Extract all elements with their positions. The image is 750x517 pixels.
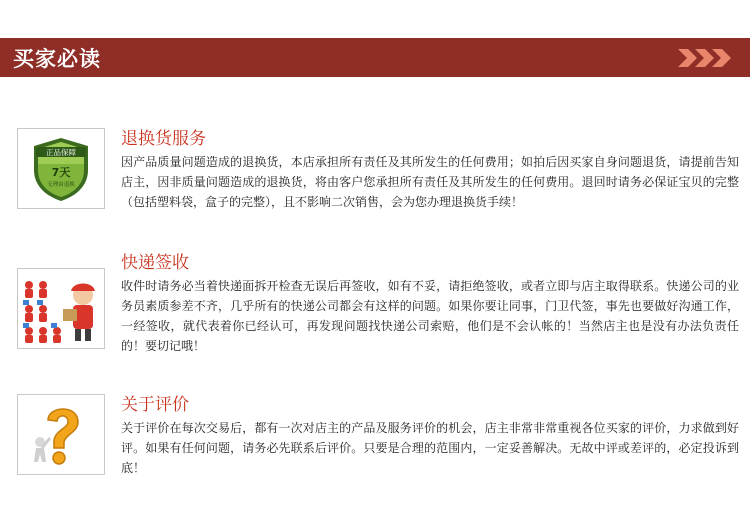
courier-illustration-icon — [17, 268, 105, 349]
chevrons-icon — [678, 38, 732, 77]
section-body: 收件时请务必当着快递面拆开检查无误后再签收，如有不妥，请拒绝签收，或者立即与店主取得联系。快递公司的业务员素质参差不齐，几乎所有的快递公司都会有这样的问题。如果你要让同事，门卫代签，事先也要做好沟通工作，一经签收，就代表着你已经认可，再发现问题找快递公司索赔，他们是不会认帐的！当然店主也是没有办法负责任的！要切记哦！ — [121, 279, 739, 353]
section-returns — [17, 128, 737, 210]
section-title: 快递签收 — [121, 253, 189, 273]
badge-days: 7天 — [51, 165, 71, 179]
badge-top-text: 正品保障 — [46, 147, 76, 157]
section-title: 关于评价 — [121, 395, 189, 415]
guarantee-shield-icon — [17, 128, 105, 209]
page-title: 买家必读 — [13, 46, 101, 71]
section-delivery — [17, 252, 739, 353]
section-body: 因产品质量问题造成的退换货，本店承担所有责任及其所发生的任何费用；如拍后因买家自身问题退货，请提前告知店主，因非质量问题造成的退换货，将由客户您承担所有责任及其所发生的任何费用。退回时请务必保证宝贝的完整（包括塑料袋，盒子的完整），且不影响二次销售，会为您办理退换货手续！ — [121, 155, 739, 209]
badge-sub-text: 无理由退换 — [47, 181, 75, 188]
section-title: 退换货服务 — [121, 129, 206, 149]
section-reviews — [17, 394, 737, 476]
header-banner — [0, 38, 750, 77]
question-mark-figure-icon — [17, 394, 105, 475]
section-body: 关于评价在每次交易后，都有一次对店主的产品及服务评价的机会，店主非常非常重视各位买家的评价，力求做到好评。如果有任何问题，请务必先联系后评价。只要是合理的范围内，一定妥善解决。无故中评或差评的，必定投诉到底！ — [121, 421, 739, 475]
